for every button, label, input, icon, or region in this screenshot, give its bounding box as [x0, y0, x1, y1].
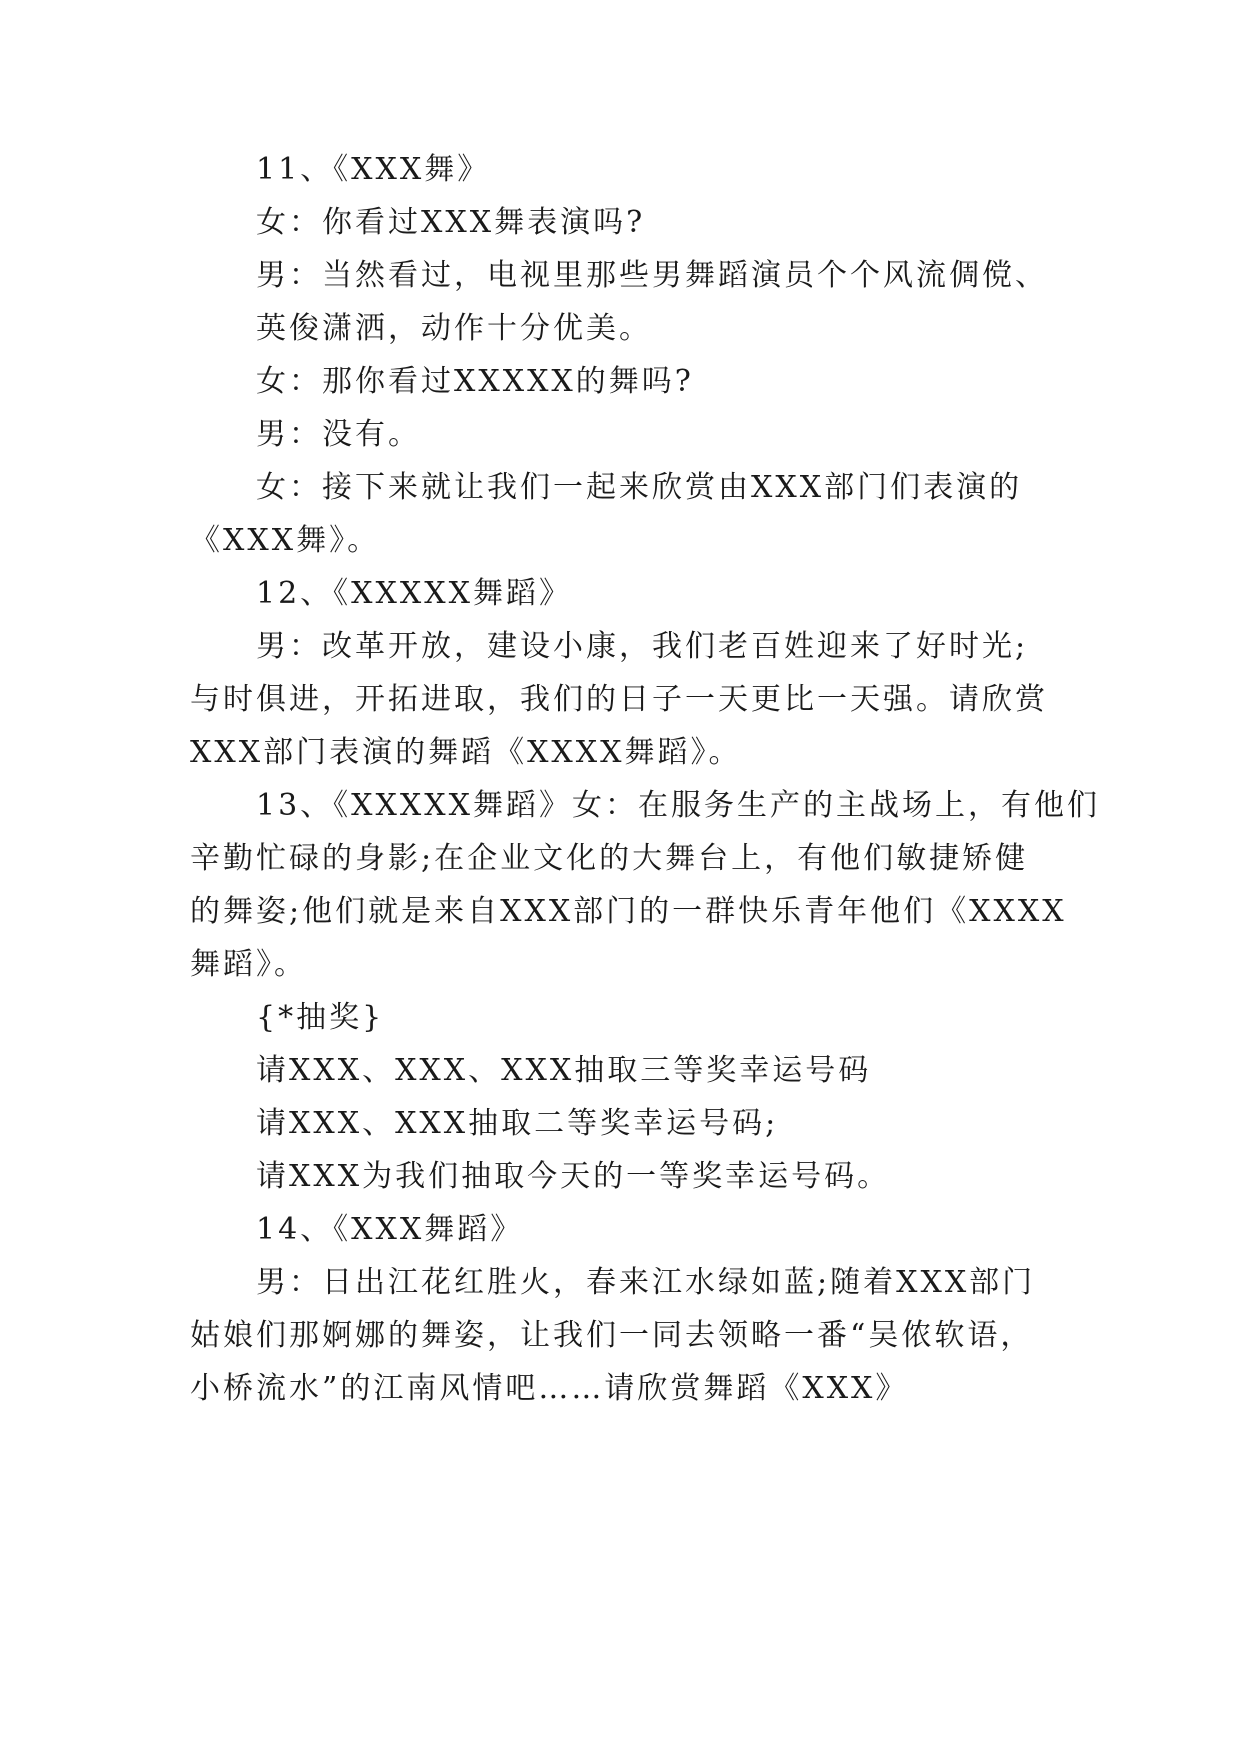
- heading-item-12: 12、《XXXXX舞蹈》: [256, 576, 572, 611]
- dialogue-line: 女：那你看过XXXXX的舞吗?: [256, 364, 694, 399]
- dialogue-line: 男：当然看过，电视里那些男舞蹈演员个个风流倜傥、: [256, 258, 1048, 293]
- lottery-line: 请XXX为我们抽取今天的一等奖幸运号码。: [256, 1159, 891, 1194]
- dialogue-continuation: XXX部门表演的舞蹈《XXXX舞蹈》。: [190, 735, 742, 770]
- dialogue-continuation: 舞蹈》。: [190, 947, 307, 982]
- lottery-heading: {*抽奖}: [256, 1000, 385, 1035]
- dialogue-continuation: 辛勤忙碌的身影;在企业文化的大舞台上，有他们敏捷矫健: [190, 841, 1029, 876]
- dialogue-continuation: 的舞姿;他们就是来自XXX部门的一群快乐青年他们《XXXX: [190, 894, 1067, 929]
- dialogue-line: 女：你看过XXX舞表演吗?: [256, 205, 646, 240]
- heading-item-11: 11、《XXX舞》: [256, 152, 491, 187]
- heading-item-14: 14、《XXX舞蹈》: [256, 1212, 524, 1247]
- heading-item-13: 13、《XXXXX舞蹈》女：在服务生产的主战场上，有他们: [256, 788, 1100, 823]
- dialogue-line: 男：日出江花红胜火，春来江水绿如蓝;随着XXX部门: [256, 1265, 1036, 1300]
- lottery-line: 请XXX、XXX、XXX抽取三等奖幸运号码: [256, 1053, 872, 1088]
- dialogue-line: 女：接下来就让我们一起来欣赏由XXX部门们表演的: [256, 470, 1023, 505]
- lottery-line: 请XXX、XXX抽取二等奖幸运号码;: [256, 1106, 779, 1141]
- dialogue-continuation: 英俊潇洒，动作十分优美。: [256, 311, 652, 346]
- dialogue-line: 男：改革开放，建设小康，我们老百姓迎来了好时光;: [256, 629, 1029, 664]
- dialogue-continuation: 与时俱进，开拓进取，我们的日子一天更比一天强。请欣赏: [190, 682, 1048, 717]
- dialogue-continuation: 姑娘们那婀娜的舞姿，让我们一同去领略一番“吴侬软语，: [190, 1318, 1034, 1353]
- dialogue-line: 男：没有。: [256, 417, 421, 452]
- dialogue-continuation: 《XXX舞》。: [190, 523, 381, 558]
- dialogue-continuation: 小桥流水”的江南风情吧……请欣赏舞蹈《XXX》: [190, 1371, 909, 1406]
